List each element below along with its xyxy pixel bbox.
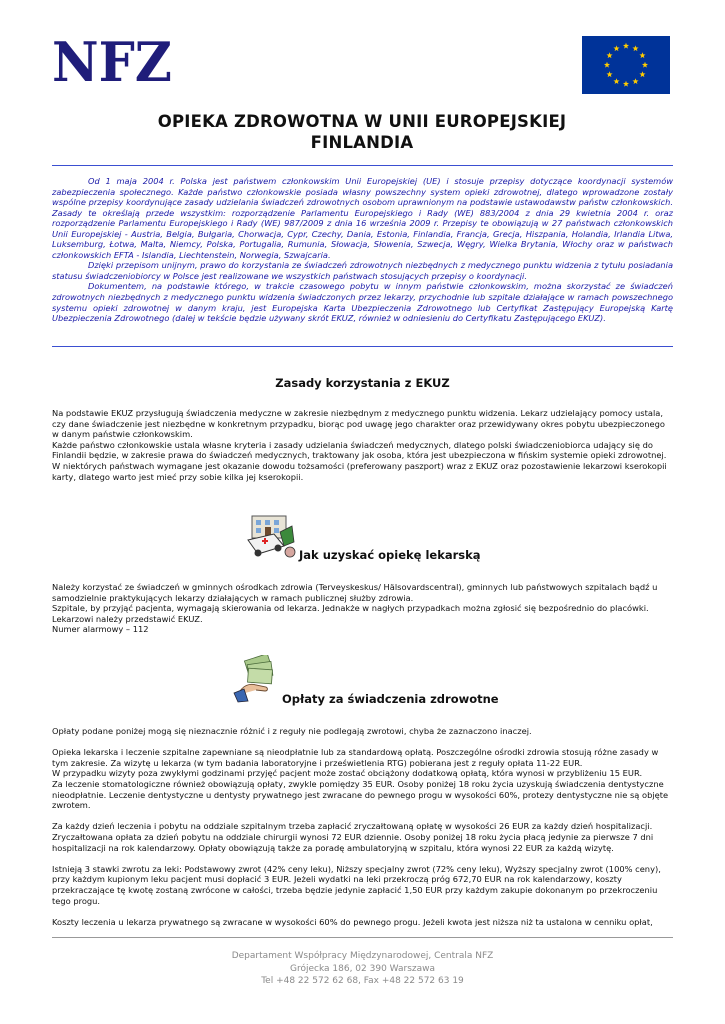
text-line: Opieka lekarska i leczenie szpitalne zapewniane są nieodpłatnie lub za standardową opłatą. Poszczególne ośrodki zdrowia stosują różne zasady w tym zakresie. Za wizytę u lekarza (w tym badania laboratoryjne i prześwietlenia RTG) pobierana jest z reguły opłata 11-22 EUR. (52, 747, 659, 768)
text-line: Numer alarmowy – 112 (52, 624, 149, 635)
section-ekuz-text (52, 408, 673, 482)
intro-text (52, 176, 673, 324)
footer-divider (52, 937, 673, 938)
divider (52, 165, 673, 166)
text-line: Każde państwo członkowskie ustala własne kryteria i zasady udzielania świadczeń medycznych, dlatego polski świadczeniobiorca udający się do Finlandii będzie, w zakresie prawa do świadczeń medycznych, traktowany jak osoba, która jest ubezpieczona w fińskim systemie opieki zdrowotnej. (52, 439, 667, 461)
footer-line: Tel +48 22 572 62 68, Fax +48 22 572 63 19 (261, 976, 464, 986)
text-line: Szpitale, by przyjąć pacjenta, wymagają skierowania od lekarza. Jednakże w nagłych przypadkach można zgłosić się bezpośrednio do placówki. (52, 603, 649, 614)
intro-paragraph: Dzięki przepisom unijnym, prawo do korzystania ze świadczeń zdrowotnych niezbędnych z medycznego punktu widzenia z tytułu posiadania statusu świadczeniobiorcy w Polsce jest realizowane we wszystkich państwach stosujących przepisy o koordynacji. (52, 260, 673, 281)
text-line: Opłaty podane poniżej mogą się nieznacznie różnić i z reguły nie podlegają zwrotowi, chyba że zaznaczono inaczej. (52, 726, 532, 736)
hospital-ambulance-icon (244, 512, 298, 560)
page-subtitle: FINLANDIA (310, 133, 414, 152)
section-title-ekuz: Zasady korzystania z EKUZ (275, 376, 450, 390)
money-hand-icon (232, 655, 278, 703)
text-line: Na podstawie EKUZ przysługują świadczenia medyczne w zakresie niezbędnym z medycznego punktu widzenia. Lekarz udzielający pomocy ustala, czy dane świadczenie jest niezbędne w konkretnym przypadku, biorąc pod uwagę jego charakter oraz przewidywany okres pobytu ubezpieczonego w danym państwie członkowskim. (52, 408, 665, 440)
page-title: OPIEKA ZDROWOTNA W UNII EUROPEJSKIEJ (157, 112, 567, 131)
logo-text: NFZ (52, 34, 172, 86)
text-line: Za leczenie stomatologiczne również obowiązują opłaty, zwykle pomiędzy 35 EUR. Osoby poniżej 18 roku życia uzyskują świadczenia dentystyczne nieodpłatnie. Leczenie dentystyczne u dentysty prywatnego jest zwracane do pewnego progu w wysokości 60%, protezy dentystyczne nie są objęte zwrotem. (52, 778, 669, 811)
footer (52, 950, 673, 988)
section-fees-text (52, 726, 673, 927)
text-line: W przypadku wizyty poza zwykłymi godzinami przyjęć pacjent może zostać obciążony dodatkową opłatą, która wynosi w przybliżeniu 15 EUR. (52, 768, 643, 779)
nfz-logo (52, 34, 172, 86)
section-care-text (52, 582, 673, 635)
intro-paragraph: Od 1 maja 2004 r. Polska jest państwem członkowskim Unii Europejskiej (UE) i stosuje przepisy dotyczące koordynacji systemów zabezpieczenia społecznego. Każde państwo członkowskie posiada własny powszechny system opieki zdrowotnej, dlatego wprowadzone zostały wspólne przepisy koordynujące zasady udzielania świadczeń zdrowotnych osobom uprawnionym na podstawie ustawodawstw państw członkowskich. Zasady te określają przede wszystkim: rozporządzenie Parlamentu Europejskiego i Rady (WE) 883/2004 z dnia 29 kwietnia 2004 r. oraz rozporządzenie Parlamentu Europejskiego i Rady (WE) 987/2009 z dnia 16 września 2009 r. Przepisy te obowiązują w 27 państwach członkowskich Unii Europejskiej - Austria, Belgia, Bułgaria, Chorwacja, Cypr, Czechy, Dania, Estonia, Finlandia, Francja, Grecja, Hiszpania, Holandia, Irlandia Litwa, Luksemburg, Łotwa, Malta, Niemcy, Polska, Portugalia, Rumunia, Słowacja, Słowenia, Szwecja, Węgry, Wielka Brytania, Włochy oraz w państwach członkowskich EFTA - Islandia, Liechtenstein, Norwegia, Szwajcaria. (52, 176, 673, 260)
footer-line: Grójecka 186, 02 390 Warszawa (290, 963, 435, 974)
text-line: Istnieją 3 stawki zwrotu za leki: Podstawowy zwrot (42% ceny leku), Niższy specjalny zwrot (72% ceny leku), Wyższy specjalny zwrot (100% ceny), przy każdym kupionym leku pacjent musi dopłacić 3 EUR. Jeżeli wydatki na leki przekroczą próg 672,70 EUR na rok kalendarzowy, koszty przekraczające tę kwotę zostaną zwrócone w całości, trzeba będzie jedynie zapłacić 1,50 EUR przy każdym zakupie dokonanym po przekroczeniu tego progu. (52, 863, 661, 906)
intro-paragraph: Dokumentem, na podstawie którego, w trakcie czasowego pobytu w innym państwie członkowskim, można skorzystać ze świadczeń zdrowotnych niezbędnych z medycznego punktu widzenia świadczonych przez lekarzy, przychodnie lub szpitale działające w ramach powszechnego systemu opieki zdrowotnej w danym kraju, jest Europejska Karta Ubezpieczenia Zdrowotnego lub Certyfikat Zastępujący Europejską Kartę Ubezpieczenia Zdrowotnego (dalej w tekście będzie używany skrót EKUZ, również w odniesieniu do Certyfikatu Zastępującego EKUZ). (52, 281, 673, 324)
eu-flag-icon (582, 36, 670, 94)
text-line: W niektórych państwach wymagane jest okazanie dowodu tożsamości (preferowany paszport) wraz z EKUZ oraz pozostawienie lekarzowi kserokopii karty, dlatego warto jest mieć przy sobie kilka jej kserokopii. (52, 460, 667, 482)
footer-line: Departament Współpracy Międzynarodowej, Centrala NFZ (231, 951, 494, 961)
text-line: Należy korzystać ze świadczeń w gminnych ośrodkach zdrowia (Terveyskeskus/ Hälsovardscentral), gminnych lub państwowych szpitalach bądź u samodzielnie praktykujących lekarzy działających w ramach publicznej służby zdrowia. (52, 582, 658, 603)
section-title-care: Jak uzyskać opiekę lekarską (299, 548, 481, 562)
text-line: Lekarzowi należy przedstawić EKUZ. (52, 613, 203, 624)
text-line: Koszty leczenia u lekarza prywatnego są zwracane w wysokości 60% do pewnego progu. Jeżeli kwota jest niższa niż ta ustalona w cenniku opłat, (52, 916, 653, 927)
section-title-fees: Opłaty za świadczenia zdrowotne (282, 692, 499, 706)
divider (52, 346, 673, 347)
text-line: Za każdy dzień leczenia i pobytu na oddziale szpitalnym trzeba zapłacić zryczałtowaną opłatę w wysokości 26 EUR za każdy dzień hospitalizacji. Zryczałtowana opłata za dzień pobytu na oddziale chirurgii wynosi 72 EUR dziennie. Osoby poniżej 18 roku życia płacą jedynie za pierwsze 7 dni hospitalizacji na rok kalendarzowy. Opłaty obowiązują także za poradę ambulatoryjną w szpitalu, która wynosi 22 EUR za każdą wizytę. (52, 821, 654, 853)
